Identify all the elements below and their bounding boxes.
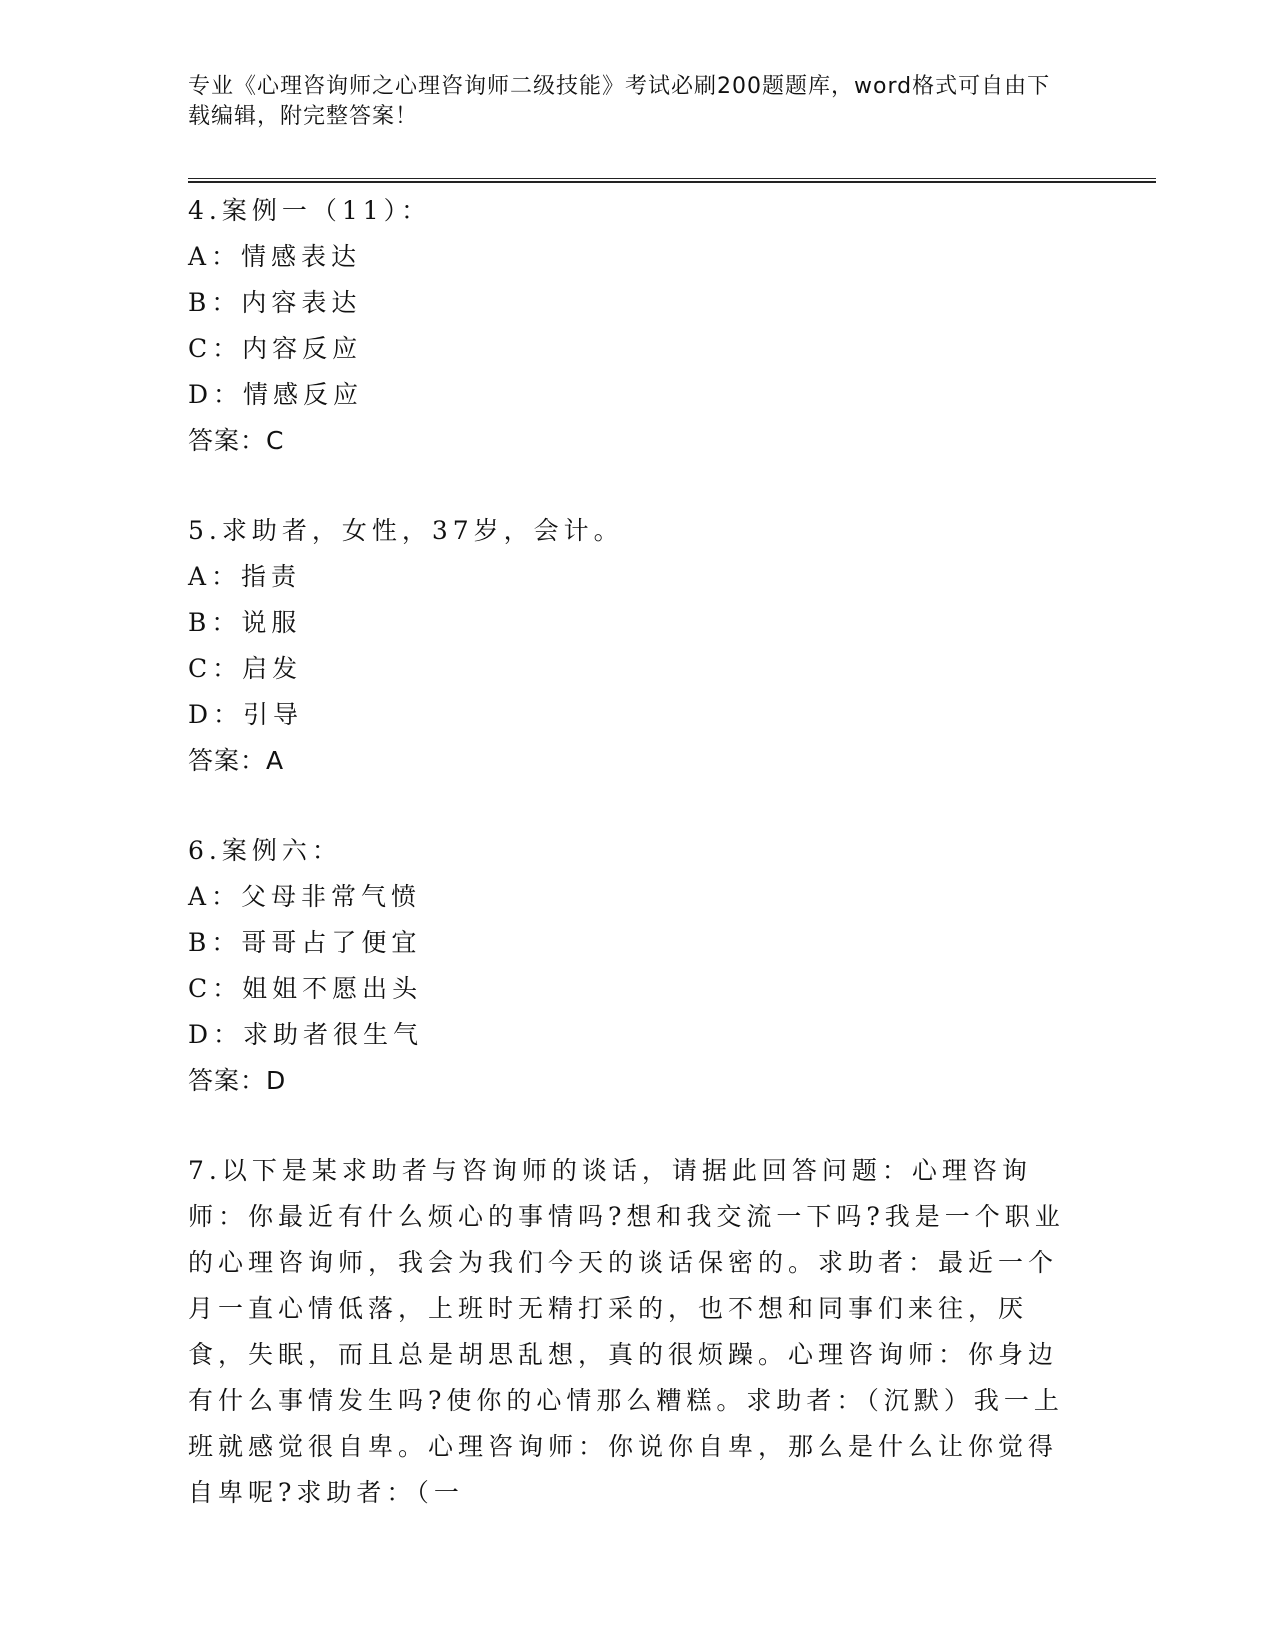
option-b: B：哥哥占了便宜 <box>188 928 422 957</box>
question-block <box>188 828 1108 1104</box>
option-c: C：启发 <box>188 654 303 683</box>
answer-line: 答案：D <box>188 1066 287 1095</box>
question-stem: 5.求助者，女性，37岁，会计。 <box>188 516 624 545</box>
option-d: D：求助者很生气 <box>188 1020 424 1049</box>
answer-line: 答案：A <box>188 746 285 775</box>
question-stem: 6.案例六： <box>188 836 342 865</box>
option-b: B：说服 <box>188 608 302 637</box>
option-d: D：情感反应 <box>188 380 364 409</box>
question-passage: 7.以下是某求助者与咨询师的谈话，请据此回答问题：心理咨询师：你最近有什么烦心的事情吗?想和我交流一下吗?我是一个职业的心理咨询师，我会为我们今天的谈话保密的。求助者：最近一个月一直心情低落，上班时无精打采的，也不想和同事们来往，厌食，失眠，而且总是胡思乱想，真的很烦躁。心理咨询师：你身边有什么事情发生吗?使你的心情那么糟糕。求助者：（沉默）我一上班就感觉很自卑。心理咨询师：你说你自卑，那么是什么让你觉得自卑呢?求助者：（一 <box>188 1156 1065 1507</box>
option-a: A：指责 <box>188 562 302 591</box>
option-a: A：情感表达 <box>188 242 362 271</box>
option-c: C：内容反应 <box>188 334 363 363</box>
question-block <box>188 508 1108 784</box>
option-a: A：父母非常气愤 <box>188 882 422 911</box>
spacer <box>188 1104 1108 1148</box>
question-stem: 4.案例一（11）： <box>188 196 432 225</box>
spacer <box>188 784 1108 828</box>
document-header: 专业《心理咨询师之心理咨询师二级技能》考试必刷200题题库，word格式可自由下载编辑，附完整答案！ <box>188 74 1051 129</box>
document-body <box>188 188 1108 1516</box>
header-divider <box>188 178 1156 183</box>
option-d: D：引导 <box>188 700 304 729</box>
option-b: B：内容表达 <box>188 288 362 317</box>
option-c: C：姐姐不愿出头 <box>188 974 423 1003</box>
answer-line: 答案：C <box>188 426 285 455</box>
question-block <box>188 188 1108 464</box>
spacer <box>188 464 1108 508</box>
